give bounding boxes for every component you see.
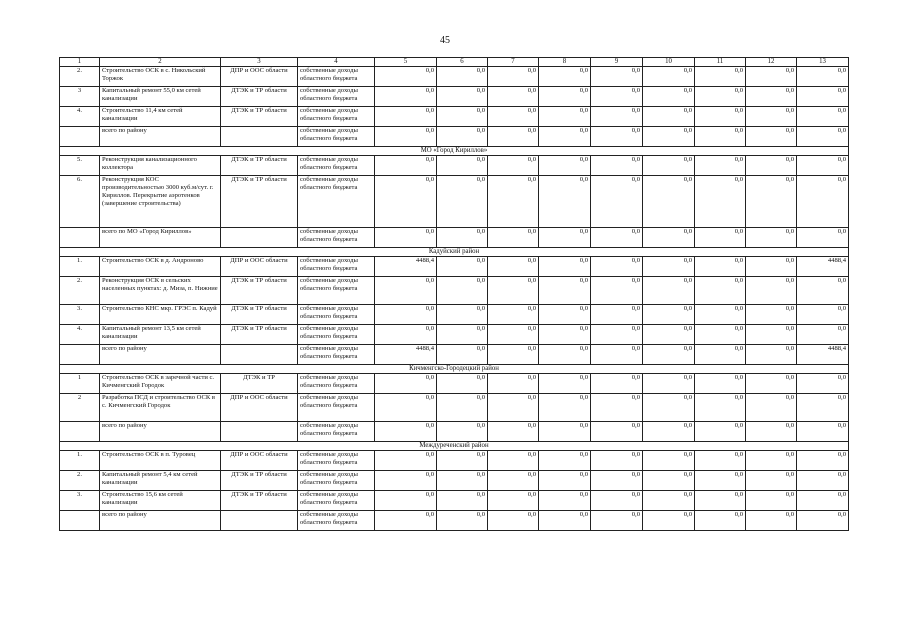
amount-cell: 0,0 [437,107,488,127]
funding-source: собственные доходы областного бюджета [298,394,375,422]
responsible-executor: ДТЭК и ТР области [221,325,298,345]
responsible-executor: ДТЭК и ТР области [221,491,298,511]
amount-cell: 4488,4 [797,257,849,277]
amount-cell: 0,0 [591,277,643,305]
funding-source: собственные доходы областного бюджета [298,305,375,325]
measure-name: Строительство 15,6 км сетей канализации [100,491,221,511]
column-number: 9 [591,58,643,67]
table-row [60,107,849,127]
measure-name: всего по району [100,127,221,147]
amount-cell: 0,0 [746,176,797,228]
row-index [60,422,100,442]
table-row [60,491,849,511]
amount-cell: 0,0 [797,127,849,147]
column-number: 5 [375,58,437,67]
amount-cell: 0,0 [539,176,591,228]
section-title: Кадуйский район [60,248,849,257]
column-number-row [60,58,849,67]
column-number: 10 [643,58,695,67]
amount-cell: 0,0 [695,67,746,87]
amount-cell: 0,0 [591,491,643,511]
responsible-executor: ДПР и ООС области [221,394,298,422]
table-row [60,67,849,87]
table-row [60,228,849,248]
responsible-executor: ДТЭК и ТР области [221,107,298,127]
responsible-executor [221,228,298,248]
amount-cell: 0,0 [437,156,488,176]
amount-cell: 0,0 [375,107,437,127]
amount-cell: 0,0 [437,374,488,394]
responsible-executor [221,511,298,531]
row-index: 4. [60,107,100,127]
row-index: 1. [60,257,100,277]
amount-cell: 0,0 [643,325,695,345]
amount-cell: 0,0 [539,374,591,394]
measure-name: Капитальный ремонт 55,0 км сетей канализации [100,87,221,107]
row-index: 2. [60,67,100,87]
amount-cell: 0,0 [797,305,849,325]
amount-cell: 0,0 [375,87,437,107]
amount-cell: 0,0 [375,374,437,394]
amount-cell: 0,0 [437,176,488,228]
column-number: 6 [437,58,488,67]
amount-cell: 0,0 [643,277,695,305]
amount-cell: 0,0 [643,345,695,365]
table-row [60,325,849,345]
table-row [60,374,849,394]
amount-cell: 0,0 [591,156,643,176]
responsible-executor [221,345,298,365]
table-row [60,451,849,471]
responsible-executor: ДПР и ООС области [221,67,298,87]
amount-cell: 0,0 [591,374,643,394]
responsible-executor: ДТЭК и ТР [221,374,298,394]
row-index [60,127,100,147]
column-number: 8 [539,58,591,67]
amount-cell: 0,0 [539,156,591,176]
column-number: 12 [746,58,797,67]
amount-cell: 0,0 [695,176,746,228]
column-number: 2 [100,58,221,67]
funding-source: собственные доходы областного бюджета [298,471,375,491]
amount-cell: 0,0 [375,305,437,325]
amount-cell: 0,0 [643,228,695,248]
measure-name: Разработка ПСД и строительство ОСК в с. Кичменгский Городок [100,394,221,422]
amount-cell: 0,0 [695,451,746,471]
table-row [60,156,849,176]
amount-cell: 0,0 [643,176,695,228]
amount-cell: 0,0 [591,422,643,442]
amount-cell: 0,0 [746,511,797,531]
amount-cell: 0,0 [695,305,746,325]
measure-name: всего по району [100,422,221,442]
column-number: 1 [60,58,100,67]
measure-name: Строительство 11,4 км сетей канализации [100,107,221,127]
amount-cell: 0,0 [539,228,591,248]
amount-cell: 0,0 [488,345,539,365]
funding-source: собственные доходы областного бюджета [298,277,375,305]
amount-cell: 0,0 [643,394,695,422]
amount-cell: 0,0 [375,277,437,305]
amount-cell: 0,0 [643,156,695,176]
amount-cell: 0,0 [746,87,797,107]
amount-cell: 0,0 [539,127,591,147]
table-row [60,511,849,531]
amount-cell: 0,0 [539,325,591,345]
amount-cell: 0,0 [437,451,488,471]
section-header-row [60,442,849,451]
amount-cell: 0,0 [488,87,539,107]
measure-name: Строительство ОСК в заречной части с. Кичменгский Городок [100,374,221,394]
amount-cell: 0,0 [746,394,797,422]
measure-name: Строительство ОСК в п. Туровец [100,451,221,471]
amount-cell: 0,0 [591,67,643,87]
funding-source: собственные доходы областного бюджета [298,228,375,248]
amount-cell: 0,0 [488,156,539,176]
row-index: 2. [60,471,100,491]
measure-name: Реконструкция ОСК в сельских населенных пунктах: д. Миза, п. Нижние [100,277,221,305]
amount-cell: 0,0 [375,394,437,422]
table-row [60,422,849,442]
amount-cell: 0,0 [437,491,488,511]
amount-cell: 0,0 [488,422,539,442]
responsible-executor [221,127,298,147]
row-index [60,228,100,248]
amount-cell: 0,0 [695,422,746,442]
row-index: 4. [60,325,100,345]
row-index: 1 [60,374,100,394]
amount-cell: 4488,4 [375,345,437,365]
amount-cell: 0,0 [643,422,695,442]
amount-cell: 0,0 [797,422,849,442]
amount-cell: 0,0 [375,471,437,491]
amount-cell: 0,0 [746,305,797,325]
amount-cell: 0,0 [746,325,797,345]
measure-name: Капитальный ремонт 13,5 км сетей канализации [100,325,221,345]
amount-cell: 0,0 [797,107,849,127]
responsible-executor: ДТЭК и ТР области [221,87,298,107]
amount-cell: 0,0 [746,127,797,147]
column-number: 13 [797,58,849,67]
amount-cell: 0,0 [797,176,849,228]
amount-cell: 0,0 [591,511,643,531]
measure-name: Реконструкция канализационного коллектора [100,156,221,176]
amount-cell: 0,0 [591,345,643,365]
amount-cell: 0,0 [488,491,539,511]
amount-cell: 0,0 [375,451,437,471]
amount-cell: 0,0 [695,127,746,147]
row-index: 3. [60,305,100,325]
responsible-executor: ДТЭК и ТР области [221,277,298,305]
amount-cell: 0,0 [488,394,539,422]
responsible-executor: ДТЭК и ТР области [221,305,298,325]
amount-cell: 0,0 [746,156,797,176]
amount-cell: 0,0 [695,394,746,422]
row-index: 5. [60,156,100,176]
amount-cell: 0,0 [437,87,488,107]
amount-cell: 0,0 [695,228,746,248]
amount-cell: 0,0 [695,107,746,127]
amount-cell: 0,0 [375,491,437,511]
row-index: 3 [60,87,100,107]
amount-cell: 0,0 [437,127,488,147]
amount-cell: 0,0 [375,325,437,345]
amount-cell: 0,0 [643,491,695,511]
amount-cell: 0,0 [746,277,797,305]
amount-cell: 0,0 [437,67,488,87]
amount-cell: 0,0 [539,257,591,277]
amount-cell: 0,0 [591,107,643,127]
measure-name: Реконструкция КОС производительностью 3000 куб.м/сут. г. Кириллов. Перекрытие аэротенков (завершение строительства) [100,176,221,228]
amount-cell: 0,0 [375,67,437,87]
amount-cell: 0,0 [797,67,849,87]
measure-name: всего по району [100,511,221,531]
amount-cell: 0,0 [437,471,488,491]
amount-cell: 0,0 [375,422,437,442]
amount-cell: 0,0 [695,471,746,491]
amount-cell: 0,0 [539,67,591,87]
amount-cell: 0,0 [488,67,539,87]
responsible-executor [221,422,298,442]
amount-cell: 0,0 [488,374,539,394]
amount-cell: 0,0 [488,107,539,127]
amount-cell: 0,0 [437,277,488,305]
amount-cell: 0,0 [591,471,643,491]
measure-name: Строительство ОСК в д. Андроново [100,257,221,277]
section-title: МО «Город Кириллов» [60,147,849,156]
funding-source: собственные доходы областного бюджета [298,156,375,176]
table-row [60,394,849,422]
amount-cell: 0,0 [488,176,539,228]
amount-cell: 0,0 [746,422,797,442]
amount-cell: 0,0 [437,228,488,248]
amount-cell: 0,0 [643,127,695,147]
amount-cell: 0,0 [797,277,849,305]
amount-cell: 0,0 [488,228,539,248]
responsible-executor: ДТЭК и ТР области [221,471,298,491]
funding-source: собственные доходы областного бюджета [298,422,375,442]
amount-cell: 0,0 [375,228,437,248]
table-row [60,277,849,305]
amount-cell: 0,0 [591,176,643,228]
measure-name: Строительство КНС мкр. ГРЭС п. Кадуй [100,305,221,325]
section-title: Междуреченский район [60,442,849,451]
section-header-row [60,365,849,374]
amount-cell: 0,0 [375,511,437,531]
amount-cell: 0,0 [797,491,849,511]
amount-cell: 0,0 [643,511,695,531]
amount-cell: 0,0 [797,156,849,176]
amount-cell: 0,0 [539,511,591,531]
funding-source: собственные доходы областного бюджета [298,176,375,228]
amount-cell: 0,0 [643,107,695,127]
amount-cell: 0,0 [797,394,849,422]
amount-cell: 0,0 [797,374,849,394]
amount-cell: 0,0 [746,257,797,277]
amount-cell: 0,0 [797,228,849,248]
amount-cell: 0,0 [643,87,695,107]
amount-cell: 0,0 [437,345,488,365]
measure-name: всего по району [100,345,221,365]
table-row [60,87,849,107]
amount-cell: 0,0 [695,277,746,305]
amount-cell: 0,0 [539,345,591,365]
amount-cell: 0,0 [437,325,488,345]
amount-cell: 0,0 [539,87,591,107]
responsible-executor: ДТЭК и ТР области [221,176,298,228]
table-row [60,471,849,491]
amount-cell: 0,0 [375,127,437,147]
amount-cell: 0,0 [437,305,488,325]
amount-cell: 0,0 [539,422,591,442]
amount-cell: 0,0 [488,451,539,471]
amount-cell: 0,0 [695,374,746,394]
amount-cell: 0,0 [539,277,591,305]
amount-cell: 0,0 [797,451,849,471]
amount-cell: 0,0 [437,394,488,422]
amount-cell: 0,0 [539,394,591,422]
amount-cell: 4488,4 [797,345,849,365]
responsible-executor: ДТЭК и ТР области [221,156,298,176]
amount-cell: 0,0 [539,471,591,491]
amount-cell: 0,0 [591,257,643,277]
row-index [60,511,100,531]
row-index: 1. [60,451,100,471]
amount-cell: 0,0 [488,471,539,491]
amount-cell: 0,0 [643,451,695,471]
amount-cell: 0,0 [746,67,797,87]
column-number: 11 [695,58,746,67]
amount-cell: 0,0 [643,471,695,491]
amount-cell: 0,0 [746,107,797,127]
amount-cell: 0,0 [797,471,849,491]
responsible-executor: ДПР и ООС области [221,257,298,277]
amount-cell: 0,0 [375,156,437,176]
table-row [60,345,849,365]
amount-cell: 0,0 [746,228,797,248]
column-number: 3 [221,58,298,67]
row-index: 6. [60,176,100,228]
amount-cell: 0,0 [746,491,797,511]
amount-cell: 0,0 [591,228,643,248]
amount-cell: 0,0 [695,257,746,277]
funding-source: собственные доходы областного бюджета [298,87,375,107]
amount-cell: 0,0 [746,451,797,471]
section-header-row [60,248,849,257]
measure-name: Капитальный ремонт 5,4 км сетей канализации [100,471,221,491]
funding-source: собственные доходы областного бюджета [298,374,375,394]
amount-cell: 0,0 [591,451,643,471]
amount-cell: 0,0 [539,305,591,325]
amount-cell: 0,0 [539,491,591,511]
amount-cell: 0,0 [488,305,539,325]
amount-cell: 0,0 [746,471,797,491]
amount-cell: 0,0 [437,511,488,531]
amount-cell: 0,0 [591,325,643,345]
section-title: Кичменгско-Городецкий район [60,365,849,374]
amount-cell: 0,0 [591,394,643,422]
amount-cell: 0,0 [539,107,591,127]
financing-table [59,57,849,531]
funding-source: собственные доходы областного бюджета [298,451,375,471]
column-number: 4 [298,58,375,67]
row-index: 2 [60,394,100,422]
table-row [60,176,849,228]
section-header-row [60,147,849,156]
funding-source: собственные доходы областного бюджета [298,325,375,345]
amount-cell: 0,0 [643,67,695,87]
funding-source: собственные доходы областного бюджета [298,127,375,147]
table-row [60,257,849,277]
table-row [60,127,849,147]
amount-cell: 0,0 [797,325,849,345]
amount-cell: 0,0 [488,277,539,305]
amount-cell: 0,0 [643,305,695,325]
amount-cell: 0,0 [695,325,746,345]
responsible-executor: ДПР и ООС области [221,451,298,471]
amount-cell: 0,0 [591,87,643,107]
amount-cell: 0,0 [643,257,695,277]
amount-cell: 4488,4 [375,257,437,277]
amount-cell: 0,0 [437,422,488,442]
amount-cell: 0,0 [695,491,746,511]
amount-cell: 0,0 [797,511,849,531]
amount-cell: 0,0 [488,127,539,147]
amount-cell: 0,0 [695,511,746,531]
amount-cell: 0,0 [797,87,849,107]
amount-cell: 0,0 [488,325,539,345]
column-number: 7 [488,58,539,67]
funding-source: собственные доходы областного бюджета [298,345,375,365]
funding-source: собственные доходы областного бюджета [298,491,375,511]
amount-cell: 0,0 [746,345,797,365]
amount-cell: 0,0 [695,87,746,107]
measure-name: Строительство ОСК в с. Никольский Торжок [100,67,221,87]
amount-cell: 0,0 [539,451,591,471]
row-index: 2. [60,277,100,305]
row-index [60,345,100,365]
amount-cell: 0,0 [643,374,695,394]
funding-source: собственные доходы областного бюджета [298,511,375,531]
amount-cell: 0,0 [591,305,643,325]
amount-cell: 0,0 [695,345,746,365]
amount-cell: 0,0 [695,156,746,176]
table-body [60,58,849,531]
funding-source: собственные доходы областного бюджета [298,107,375,127]
funding-source: собственные доходы областного бюджета [298,67,375,87]
table-row [60,305,849,325]
amount-cell: 0,0 [437,257,488,277]
funding-source: собственные доходы областного бюджета [298,257,375,277]
row-index: 3. [60,491,100,511]
amount-cell: 0,0 [591,127,643,147]
amount-cell: 0,0 [488,511,539,531]
page-number: 45 [440,35,450,46]
measure-name: всего по МО «Город Кириллов» [100,228,221,248]
amount-cell: 0,0 [375,176,437,228]
amount-cell: 0,0 [488,257,539,277]
amount-cell: 0,0 [746,374,797,394]
